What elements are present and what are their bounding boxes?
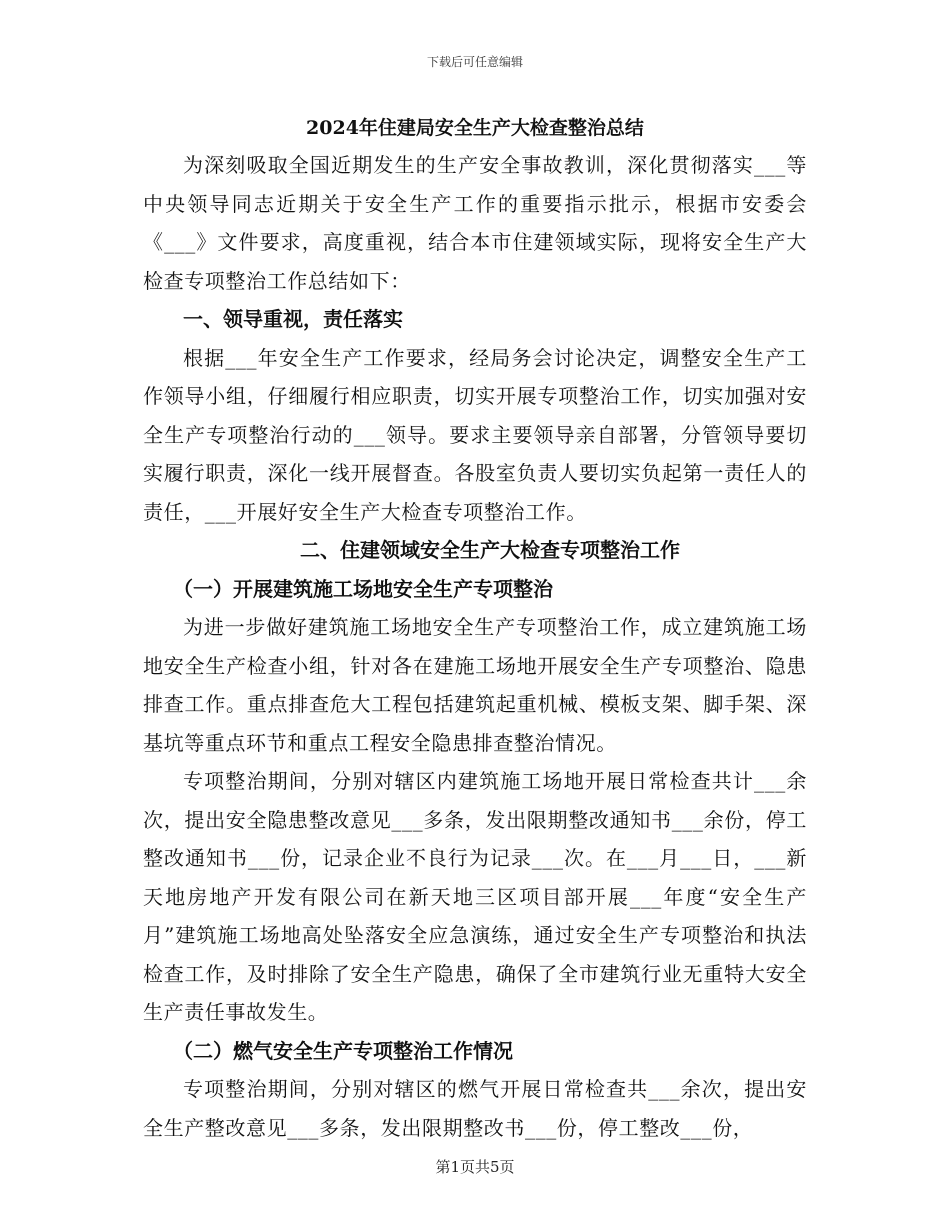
subsection-1-paragraph-2: 专项整治期间，分别对辖区内建筑施工场地开展日常检查共计___余次，提出安全隐患整改意见___多条，发出限期整改通知书___余份，停工整改通知书___份，记录企业不良行为记录___次。在___月___日，___新天地房地产开发有限公司在新天地三区项目部开展___年度“安全生产月”建筑施工场地高处坠落安全应急演练，通过安全生产专项整治和执法检查工作，及时排除了安全生产隐患，确保了全市建筑行业无重特大安全生产责任事故发生。 — [143, 769, 807, 1024]
page-footer: 第1页共5页 — [435, 1158, 515, 1176]
subsection-1-paragraph-1: 为进一步做好建筑施工场地安全生产专项整治工作，成立建筑施工场地安全生产检查小组，针对各在建施工场地开展安全生产专项整治、隐患排查工作。重点排查危大工程包括建筑起重机械、模板支架、脚手架、深基坑等重点环节和重点工程安全隐患排查整治情况。 — [143, 615, 807, 755]
section-1-paragraph: 根据___年安全生产工作要求，经局务会讨论决定，调整安全生产工作领导小组，仔细履行相应职责，切实开展专项整治工作，切实加强对安全生产专项整治行动的___领导。要求主要领导亲自部署，分管领导要切实履行职责，深化一线开展督查。各股室负责人要切实负起第一责任人的责任，___开展好安全生产大检查专项整治工作。 — [143, 345, 807, 524]
section-1-heading: 一、领导重视，责任落实 — [183, 307, 403, 331]
subsection-2-heading: （二）燃气安全生产专项整治工作情况 — [173, 1038, 513, 1063]
subsection-2-paragraph-1: 专项整治期间，分别对辖区的燃气开展日常检查共___余次，提出安全生产整改意见___多条，发出限期整改书___份，停工整改___份， — [143, 1077, 807, 1140]
subsection-1-heading: （一）开展建筑施工场地安全生产专项整治 — [173, 576, 553, 601]
section-2-heading: 二、住建领域安全生产大检查专项整治工作 — [300, 538, 680, 562]
page-header: 下载后可任意编辑 — [426, 55, 523, 69]
document-title: 2024年住建局安全生产大检查整治总结 — [306, 117, 644, 139]
document-body — [143, 110, 807, 1147]
intro-paragraph: 为深刻吸取全国近期发生的生产安全事故教训，深化贯彻落实___等中央领导同志近期关于安全生产工作的重要指示批示，根据市安委会《___》文件要求，高度重视，结合本市住建领域实际，现将安全生产大检查专项整治工作总结如下： — [143, 153, 807, 293]
